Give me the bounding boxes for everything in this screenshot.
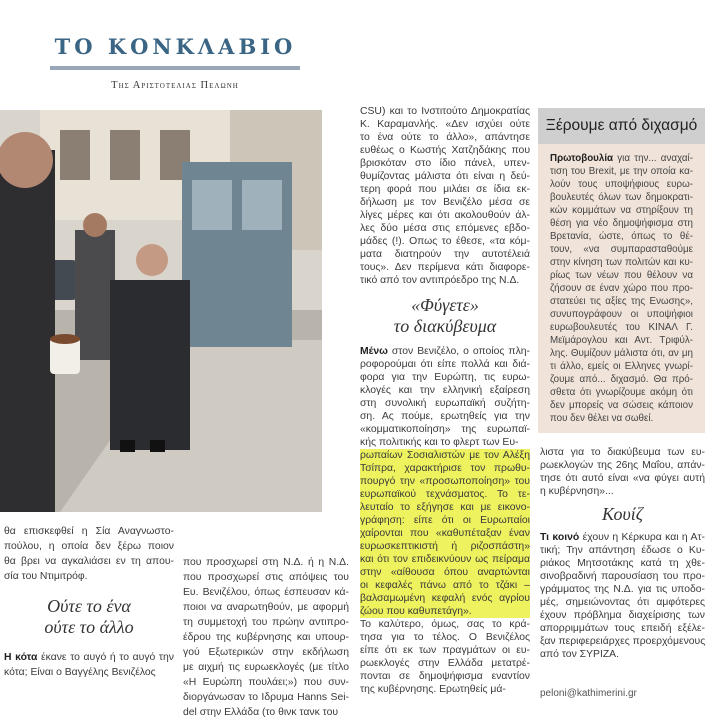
text-line: Βρετανία, ώστε, όπως το θέ- <box>550 231 693 242</box>
text-line: που προσχωρεί στη Ν.Δ. ή η Ν.Δ. <box>183 557 349 568</box>
text-line: τιση του Brexit, με την οποία κα- <box>550 166 693 177</box>
text-line: ρωπαίων Σοσιαλιστών με τον Αλέξη <box>360 450 530 461</box>
text-line: που δεν θέλει να σωθεί. <box>550 413 654 424</box>
text-line: πουργό την «προσωποποίηση» του <box>360 476 530 487</box>
text-line: και ότι τον επιδεικνύουν ως πείραμα <box>360 554 530 565</box>
text-line: σία του Ντιμιτρόφ. <box>4 571 88 582</box>
text-line: ριάκος Μητσοτάκης κατά τη χθε- <box>540 558 705 569</box>
text-line: Μεϊμάρογλου και Αντ. Τριφύλ- <box>550 335 693 346</box>
text-line: έδρου της κυβέρνησης και υπουρ- <box>183 632 349 643</box>
text-line: στην «αίθουσα όπου αναρτώνται <box>360 567 530 578</box>
text-line: ποιοι να αναρωτηθούν, με αφορμή <box>183 602 349 613</box>
text-line: ρίως των νέων που θέλουν να <box>550 270 693 281</box>
text-line: ευθέως ο Κωστής Χατζηδάκης που <box>360 145 530 156</box>
text-line: φορα για την Ευρώπη, τις ευρω- <box>360 372 530 383</box>
text-line: θυμίζοντας μάλιστα ότι είναι η δεύ- <box>360 171 530 182</box>
author-email[interactable]: peloni@kathimerini.gr <box>540 688 637 699</box>
text-line: CSU) και το Ινστιτούτο Δημοκρατίας <box>360 106 530 117</box>
text-line: del στην Ελλάδα (το θινκ τανκ του <box>183 707 339 718</box>
text-line: τική; Την απάντηση έδωσε ο Κυ- <box>540 545 705 556</box>
text-line: λης. Θυμίζουν μάλιστα ότι, αν μη <box>550 348 693 359</box>
text-line: ζουμε από... διχασμό. Θα πρό- <box>550 374 693 385</box>
text-line: λευταίο το εξήγησε και με εικονο- <box>360 502 530 513</box>
text-line: τησε ότι αυτό είναι «να φύγει αυτή <box>540 473 705 484</box>
text-line: της κυβέρνησης. Ερωτηθείς μά- <box>360 684 506 695</box>
text-line: λες δύο μέσα στις επόμενες εβδο- <box>360 223 530 234</box>
text-line: οι κεφαλές πάνω από το τζάκι – <box>360 580 530 591</box>
text-line: Τσίπρα, χαρακτήρισε τον πρωθυ- <box>360 463 530 474</box>
text-line: κλογές και την ελληνική εξαίρεση <box>360 385 530 396</box>
text-line: η κυβέρνηση»... <box>540 486 614 497</box>
text-line: γράφηση: είπε ότι οι Ευρωπαίοι <box>360 515 530 526</box>
text-line: δεν μπορείς να σώσεις κάποιον <box>550 400 693 411</box>
column-1: θα επισκεφθεί η Σία Αναγνωστο- πούλου, η οποία δεν ξέρω ποιον θα βρει να αγκαλιάσει εν τη απου- σία του Ντιμιτρόφ. Ούτε το ένα ούτε το άλλο Η κότα έκανε το αυγό ή το αυγό την κότα; Είναι ο Βαγγέλης Βενιζέλος <box>4 526 174 678</box>
sidebar-title: Ξέρουμε από διχασμό <box>538 108 705 144</box>
text-line: διοργάνωσαν το Ιδρυμα Hanns Sei- <box>183 692 349 703</box>
text-line: θα βρει να αγκαλιάσει εν τη απου- <box>4 556 174 567</box>
text-line: είπε ότι εκ των πραγμάτων οι ευ- <box>360 645 530 656</box>
text-line: Το καλύτερο, όμως, σας το κρά- <box>360 619 530 630</box>
text-line: λιστα για το διακύβευμα των ευ- <box>540 447 705 458</box>
text-line: «κομματικοποίηση» της ευρωπαϊ- <box>360 424 530 435</box>
text-line: μάδες (!). Οπως το έθεσε, «τα κόμ- <box>360 236 530 247</box>
text-line: βουλευτές όλων των δημοκρατι- <box>550 192 693 203</box>
text-line: γού Εξωτερικών στην εκδήλωση <box>183 647 349 658</box>
text-line: τησα για το τέλος. Ο Βενιζέλος <box>360 632 530 643</box>
text-line: ζώου που καθυπετάγη». <box>360 606 472 617</box>
text-line: σινοβραδινή παρουσίαση του προ- <box>540 571 705 582</box>
highlighted-passage <box>360 449 530 618</box>
text-line: Κ. Καραμανλής. «Δεν ισχύει ούτε <box>360 119 530 130</box>
text-line: δήλωση με τον Βενιζέλο μέσα σε <box>360 197 530 208</box>
text-line: από τον ΣΥΡΙΖΑ. <box>540 649 619 660</box>
text-line: «Η Ευρώπη πουλάει;») που συν- <box>183 677 349 688</box>
text-line: κής πολιτικής και το φλερτ των Ευ- <box>360 437 519 448</box>
column-3: CSU) και το Ινστιτούτο Δημοκρατίας Κ. Καραμανλής. «Δεν ισχύει ούτε το ένα ούτε το άλλο», απάντησε ευθέως ο Κωστής Χατζηδάκης που βρισκόταν στο ίδιο πάνελ, υπεν- θυμίζοντας μάλιστα ότι είναι η δεύ- τερη φορά που μιλάει σε ίδια εκ- δήλωση με τον Βενιζέλο μέσα σε λίγες μέρες και ότι ακολουθούν άλ- λες δύο μέσα στις επόμενες εβδο- μάδες (!). Οπως το έθεσε, «τα κόμ- ματα διατηρούν την αυτοτέλειά τους». Δεν περίμενα κάτι διαφορε- τικό από τον αντιπρόεδρο της Ν.Δ. «Φύγετε» το διακύβευμα Μένω στον Βενιζέλο, ο οποίος πλη- ροφορούμαι ότι είπε πολλά και διά- φορα για την Ευρώπη, τις ευρω- κλογές και την ελληνική εξαίρεση στη συνολική ευρωπαϊκή συζήτη- ση. Ας πούμε, ερωτηθείς για την «κομματικοποίηση» της ευρωπαϊ- κής πολιτικής και το φλερτ των Ευ- ρωπαίων Σοσιαλιστών με τον Αλέξη Τσίπρα, χαρακτήρισε τον πρωθυ- πουργό την «προσωποποίηση» του ευρωπαϊκού τεχνάσματος. Το τε- λευταίο το εξήγησε και με εικονο- γράφηση: είπε ότι οι Ευρωπαίοι χαίρονται που «καθυπέταξαν έναν ευρωσκεπτικιστή ή ριζοσπάστη» και ότι τον επιδεικνύουν ως πείραμα στην «αίθουσα όπου αναρτώνται οι κεφαλές πάνω από το τζάκι – βαλσαμωμένη κεφαλή ενός αγρίου ζώου που καθυπετάγη». Το καλύτερο, όμως, σας το κρά- τησα για το τέλος. Ο Βενιζέλος είπε ότι εκ των πραγμάτων οι ευ- ρωεκλογές στην Ελλάδα μετατρέ- πονται σε δημοψήφισμα εναντίον της κυβέρνησης. Ερωτηθείς μά- <box>360 106 530 695</box>
text-line: ρωεκλογές στην Ελλάδα μετατρέ- <box>360 658 530 669</box>
text-line: ση. Ας πούμε, ερωτηθείς για την <box>360 411 530 422</box>
text-line: μές, σημειώνοντας ότι αμφότερες <box>540 597 705 608</box>
text-line: ζήσουν σε έναν χώρο που προ- <box>550 283 693 294</box>
sidebar-box: Ξέρουμε από διχασμό Πρωτοβουλία για την... αναχαί- τιση του Brexit, με την οποία κα- λούν τους υποψήφιους ευρω- βουλευτές όλων των δημοκρατι- κών κομμάτων να στηρίξουν τη θέση για νέο δημοψήφισμα στη Βρετανία, ώστε, όπως το θέ- τουν, «να συμπαρασταθούμε στην κίνηση των πολιτών και κυ- ρίως των νέων που θέλουν να ζήσουν σε έναν χώρο που προ- στατεύει τις αξίες της Ενωσης», συνυπογράφουν οι υποψήφιοι ευρωβουλευτές του ΚΙΝΑΛ Γ. Μεϊμάρογλου και Αντ. Τριφύλ- λης. Θυμίζουν μάλιστα ότι, αν μη τι άλλο, εμείς οι Ελληνες γνωρί- ζουμε από... διχασμό. Θα πρό- σθετα ότι γνωρίζουμε ακόμη ότι δεν μπορείς να σώσεις κάποιον που δεν θέλει να σωθεί. <box>538 108 705 433</box>
text-line: λούν τους υποψήφιους ευρω- <box>550 179 693 190</box>
subheading-oute-to-ena: Ούτε το ένα ούτε το άλλο <box>44 596 134 637</box>
text-line: ροφορούμαι ότι είπε πολλά και διά- <box>360 359 530 370</box>
column-title: ΤΟ ΚΟΝΚΛΑΒΙΟ <box>54 34 297 59</box>
text-line: τι άλλο, εμείς οι Ελληνες γνωρί- <box>550 361 693 372</box>
text-line: πούλου, η οποία δεν ξέρω ποιον <box>4 541 174 552</box>
text-line: ευρωσκεπτικιστή ή ριζοσπάστη» <box>360 541 530 552</box>
text-line: συνυπογράφουν οι υποψήφιοι <box>550 309 693 320</box>
text-line: ξαν περιφερειάρχες προερχόμενους <box>540 636 705 647</box>
text-line: κών κομμάτων να στηρίξουν τη <box>550 205 693 216</box>
text-line: βρισκόταν στο ίδιο πάνελ, υπεν- <box>360 158 530 169</box>
text-line: ματα διατηρούν την αυτοτέλειά <box>360 249 530 260</box>
text-line: απορριμμάτων τους επειδή εξέλε- <box>540 623 705 634</box>
subheading-fygete: «Φύγετε» το διακύβευμα <box>393 295 497 336</box>
text-line: στην κίνηση των πολιτών και κυ- <box>550 257 693 268</box>
text-line: ρωεκλογών της 26ης Μαΐου, απάν- <box>540 460 705 471</box>
text-line: τερη φορά που μιλάει σε ίδια εκ- <box>360 184 530 195</box>
text-line: ευρωπαϊκού τεχνάσματος. Το τε- <box>360 489 530 500</box>
text-line: ευρωβουλευτές του ΚΙΝΑΛ Γ. <box>550 322 693 333</box>
column-4: λιστα για το διακύβευμα των ευ- ρωεκλογών της 26ης Μαΐου, απάν- τησε ότι αυτό είναι «να φύγει αυτή η κυβέρνηση»... Κουίζ Τι κοινό έχουν η Κέρκυρα και η Ατ- τική; Την απάντηση έδωσε ο Κυ- ριάκος Μητσοτάκης κατά τη χθε- σινοβραδινή παρουσίαση του προ- γράμματος της Ν.Δ. για τις υποδο- μές, σημειώνοντας ότι αμφότερες έχουν πρόβλημα διαχείρισης των απορριμμάτων τους επειδή εξέλε- ξαν περιφερειάρχες προερχόμενους από τον ΣΥΡΙΖΑ. <box>540 447 705 660</box>
text-line: βαλσαμωμένη κεφαλή ενός αγρίου <box>360 593 530 604</box>
text-line: το ένα ούτε το άλλο», απάντησε <box>360 132 530 143</box>
text-line: σθετα ότι γνωρίζουμε ακόμη ότι <box>550 387 693 398</box>
text-line: τουν, «να συμπαρασταθούμε <box>550 244 693 255</box>
text-line: τους». Δεν περίμενα κάτι διαφορε- <box>360 262 530 273</box>
text-line: που προσχωρεί στις απόψεις του <box>183 572 349 583</box>
subheading-quiz: Κουίζ <box>601 504 644 524</box>
text-line: τη συμμετοχή του πρώην αντιπρο- <box>183 617 349 628</box>
article-photo <box>0 110 322 512</box>
text-line: στη συνολική ευρωπαϊκή συζήτη- <box>360 398 530 409</box>
text-line: με αιχμή τις ευρωεκλογές (με τίτλο <box>183 662 349 673</box>
title-rule <box>50 66 300 70</box>
byline: Της Αριστοτελιας Πελωνη <box>111 80 239 91</box>
text-line: γράμματος της Ν.Δ. για τις υποδο- <box>540 584 705 595</box>
text-line: στατεύει τις αξίες της Ενωσης», <box>550 296 693 307</box>
text-line: λίγες μέρες και ότι ακολουθούν άλ- <box>360 210 530 221</box>
text-line: έχουν πρόβλημα διαχείρισης των <box>540 610 705 621</box>
text-line: τικό από τον αντιπρόεδρο της Ν.Δ. <box>360 275 520 286</box>
text-line: κότα; Είναι ο Βαγγέλης Βενιζέλος <box>4 667 156 678</box>
text-line: θα επισκεφθεί η Σία Αναγνωστο- <box>4 526 174 537</box>
text-line: πονται σε δημοψήφισμα εναντίον <box>360 671 530 682</box>
text-line: θέση για νέο δημοψήφισμα στη <box>550 218 693 229</box>
text-line: Ευ. Βενιζέλου, όπως έσπευσαν κά- <box>183 587 349 598</box>
text-line: χαίρονται που «καθυπέταξαν έναν <box>360 528 530 539</box>
column-2 <box>183 555 349 720</box>
